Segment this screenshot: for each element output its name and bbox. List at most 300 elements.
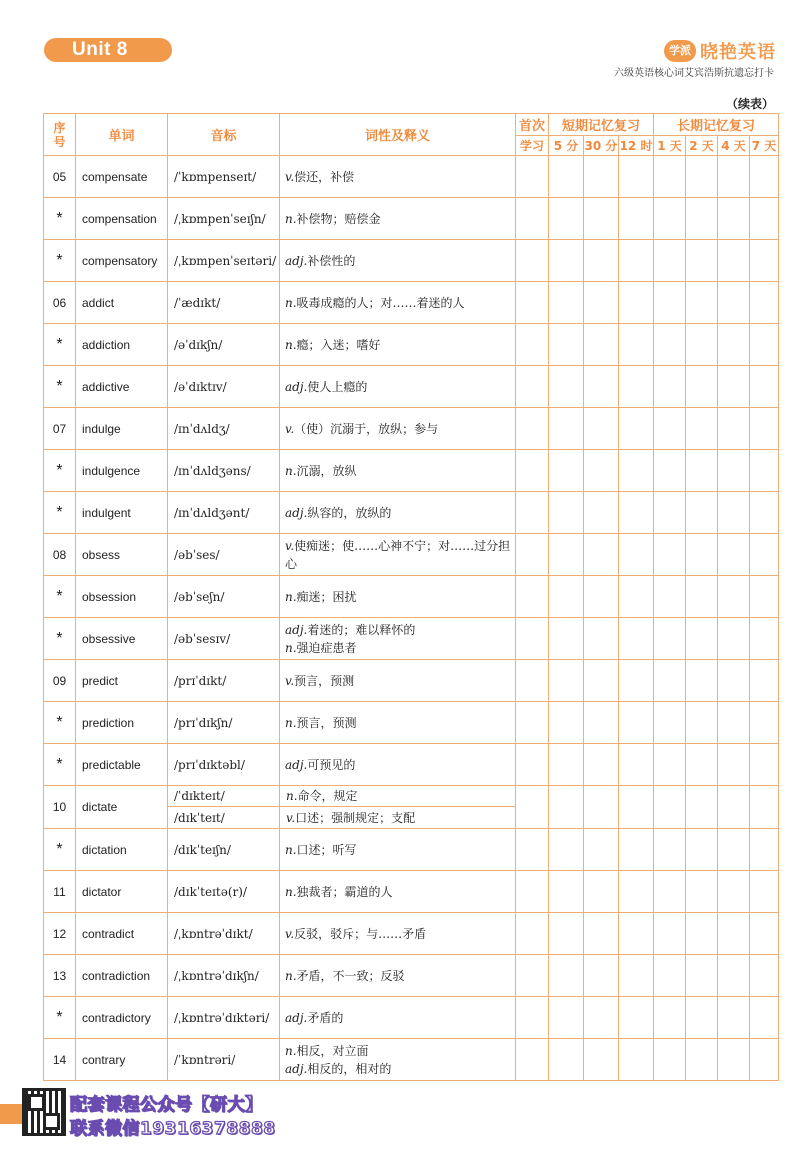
checkbox-cell[interactable] bbox=[654, 997, 686, 1039]
checkbox-cell[interactable] bbox=[516, 955, 549, 997]
checkbox-cell[interactable] bbox=[686, 492, 718, 534]
table-row bbox=[44, 660, 779, 702]
checkbox-cell[interactable] bbox=[619, 282, 654, 324]
table-row bbox=[44, 240, 779, 282]
promo-line-1: 配套课程公众号【研大】 bbox=[70, 1095, 263, 1115]
checkbox-cell[interactable] bbox=[584, 1039, 619, 1081]
checkbox-cell[interactable] bbox=[654, 324, 686, 366]
part-of-speech: n. bbox=[285, 884, 297, 899]
checkbox-cell[interactable] bbox=[750, 786, 779, 829]
checkbox-cell[interactable] bbox=[750, 198, 779, 240]
phonetic-cell: /əbˈseʃn/ bbox=[168, 576, 280, 618]
checkbox-cell[interactable] bbox=[718, 576, 750, 618]
checkbox-cell[interactable] bbox=[718, 829, 750, 871]
checkbox-cell[interactable] bbox=[549, 198, 584, 240]
checkbox-cell[interactable] bbox=[516, 997, 549, 1039]
checkbox-cell[interactable] bbox=[584, 576, 619, 618]
checkbox-cell[interactable] bbox=[619, 660, 654, 702]
checkbox-cell[interactable] bbox=[686, 324, 718, 366]
checkbox-cell[interactable] bbox=[584, 913, 619, 955]
word-definition bbox=[280, 871, 516, 913]
col-header-2d: 2 天 bbox=[686, 136, 718, 156]
checkbox-cell[interactable] bbox=[750, 576, 779, 618]
checkbox-cell[interactable] bbox=[718, 534, 750, 576]
checkbox-cell[interactable] bbox=[654, 913, 686, 955]
checkbox-cell[interactable] bbox=[686, 955, 718, 997]
checkbox-cell[interactable] bbox=[654, 198, 686, 240]
checkbox-cell[interactable] bbox=[516, 1039, 549, 1081]
checkbox-cell[interactable] bbox=[686, 240, 718, 282]
word-definition bbox=[280, 324, 516, 366]
definition-line bbox=[285, 639, 515, 657]
checkbox-cell[interactable] bbox=[718, 786, 750, 829]
checkbox-cell[interactable] bbox=[584, 744, 619, 786]
checkbox-cell[interactable] bbox=[718, 955, 750, 997]
word-definition bbox=[280, 1039, 516, 1081]
part-of-speech: n. bbox=[285, 211, 297, 226]
definition-text: 预言，预测 bbox=[294, 673, 355, 688]
checkbox-cell[interactable] bbox=[619, 576, 654, 618]
checkbox-cell[interactable] bbox=[584, 450, 619, 492]
definition-text: 补偿物；赔偿金 bbox=[296, 211, 381, 226]
checkbox-cell[interactable] bbox=[584, 492, 619, 534]
checkbox-cell[interactable] bbox=[654, 534, 686, 576]
checkbox-cell[interactable] bbox=[619, 955, 654, 997]
definition-line bbox=[285, 756, 515, 774]
phonetic-cell: /ˈkɒntrəri/ bbox=[168, 1039, 280, 1081]
phonetic-variant-1: /ˈdɪkteɪt/ bbox=[168, 786, 279, 807]
checkbox-cell[interactable] bbox=[619, 786, 654, 829]
checkbox-cell[interactable] bbox=[619, 913, 654, 955]
definition-line bbox=[285, 537, 515, 573]
checkbox-cell[interactable] bbox=[686, 156, 718, 198]
checkbox-cell[interactable] bbox=[516, 324, 549, 366]
table-row bbox=[44, 1039, 779, 1081]
checkbox-cell[interactable] bbox=[654, 702, 686, 744]
phonetic-cell: /əˈdɪkʃn/ bbox=[168, 324, 280, 366]
definition-text: 使人上瘾的 bbox=[307, 379, 368, 394]
checkbox-cell[interactable] bbox=[654, 744, 686, 786]
checkbox-cell[interactable] bbox=[718, 450, 750, 492]
checkbox-cell[interactable] bbox=[549, 702, 584, 744]
checkbox-cell[interactable] bbox=[619, 240, 654, 282]
checkbox-cell[interactable] bbox=[549, 618, 584, 660]
col-header-12h: 12 时 bbox=[619, 136, 654, 156]
checkbox-cell[interactable] bbox=[718, 1039, 750, 1081]
row-number: * bbox=[44, 576, 76, 618]
checkbox-cell[interactable] bbox=[584, 955, 619, 997]
checkbox-cell[interactable] bbox=[584, 282, 619, 324]
row-number: * bbox=[44, 829, 76, 871]
brand-name: 晓艳英语 bbox=[700, 42, 776, 63]
checkbox-cell[interactable] bbox=[516, 408, 549, 450]
checkbox-cell[interactable] bbox=[686, 450, 718, 492]
part-of-speech: v. bbox=[286, 810, 296, 825]
checkbox-cell[interactable] bbox=[654, 282, 686, 324]
checkbox-cell[interactable] bbox=[686, 576, 718, 618]
col-header-word: 单词 bbox=[76, 114, 168, 156]
checkbox-cell[interactable] bbox=[516, 492, 549, 534]
checkbox-cell[interactable] bbox=[619, 156, 654, 198]
row-number: 11 bbox=[44, 871, 76, 913]
definition-line bbox=[285, 504, 515, 522]
word-definition bbox=[280, 997, 516, 1039]
definition-line bbox=[285, 967, 515, 985]
checkbox-cell[interactable] bbox=[549, 240, 584, 282]
checkbox-cell[interactable] bbox=[516, 702, 549, 744]
checkbox-cell[interactable] bbox=[584, 534, 619, 576]
col-header-def: 词性及释义 bbox=[280, 114, 516, 156]
checkbox-cell[interactable] bbox=[619, 618, 654, 660]
checkbox-cell[interactable] bbox=[584, 871, 619, 913]
checkbox-cell[interactable] bbox=[686, 744, 718, 786]
checkbox-cell[interactable] bbox=[516, 156, 549, 198]
checkbox-cell[interactable] bbox=[686, 282, 718, 324]
checkbox-cell[interactable] bbox=[549, 282, 584, 324]
checkbox-cell[interactable] bbox=[654, 492, 686, 534]
checkbox-cell[interactable] bbox=[718, 492, 750, 534]
word-cell: contradictory bbox=[76, 997, 168, 1039]
part-of-speech: adj. bbox=[285, 505, 308, 520]
definition-text: 相反，对立面 bbox=[296, 1043, 369, 1058]
checkbox-cell[interactable] bbox=[750, 366, 779, 408]
word-cell: compensate bbox=[76, 156, 168, 198]
table-row bbox=[44, 871, 779, 913]
qr-code-icon[interactable] bbox=[22, 1088, 66, 1136]
checkbox-cell[interactable] bbox=[750, 156, 779, 198]
checkbox-cell[interactable] bbox=[718, 324, 750, 366]
definition-line bbox=[285, 252, 515, 270]
row-number: 05 bbox=[44, 156, 76, 198]
word-definition bbox=[280, 450, 516, 492]
definition-text: （使）沉溺于，放纵；参与 bbox=[294, 421, 439, 436]
checkbox-cell[interactable] bbox=[619, 366, 654, 408]
checkbox-cell[interactable] bbox=[686, 997, 718, 1039]
definition-text: 偿还，补偿 bbox=[294, 169, 355, 184]
checkbox-cell[interactable] bbox=[584, 240, 619, 282]
checkbox-cell[interactable] bbox=[750, 618, 779, 660]
checkbox-cell[interactable] bbox=[654, 618, 686, 660]
checkbox-cell[interactable] bbox=[686, 913, 718, 955]
checkbox-cell[interactable] bbox=[750, 829, 779, 871]
part-of-speech: n. bbox=[285, 842, 297, 857]
checkbox-cell[interactable] bbox=[750, 913, 779, 955]
row-number: 07 bbox=[44, 408, 76, 450]
checkbox-cell[interactable] bbox=[619, 871, 654, 913]
word-definition bbox=[280, 702, 516, 744]
checkbox-cell[interactable] bbox=[549, 829, 584, 871]
part-of-speech: v. bbox=[285, 926, 295, 941]
checkbox-cell[interactable] bbox=[686, 786, 718, 829]
word-definition bbox=[280, 618, 516, 660]
definition-text: 相反的，相对的 bbox=[307, 1061, 392, 1076]
checkbox-cell[interactable] bbox=[619, 492, 654, 534]
table-row bbox=[44, 156, 779, 198]
table-row bbox=[44, 913, 779, 955]
word-cell: indulgent bbox=[76, 492, 168, 534]
checkbox-cell[interactable] bbox=[619, 744, 654, 786]
checkbox-cell[interactable] bbox=[654, 576, 686, 618]
checkbox-cell[interactable] bbox=[584, 829, 619, 871]
checkbox-cell[interactable] bbox=[549, 786, 584, 829]
checkbox-cell[interactable] bbox=[516, 660, 549, 702]
checkbox-cell[interactable] bbox=[619, 829, 654, 871]
checkbox-cell[interactable] bbox=[549, 955, 584, 997]
checkbox-cell[interactable] bbox=[516, 198, 549, 240]
part-of-speech: v. bbox=[285, 169, 295, 184]
word-cell: compensation bbox=[76, 198, 168, 240]
row-number: * bbox=[44, 324, 76, 366]
word-cell: compensatory bbox=[76, 240, 168, 282]
definition-text: 纵容的，放纵的 bbox=[307, 505, 392, 520]
checkbox-cell[interactable] bbox=[718, 871, 750, 913]
row-number: 12 bbox=[44, 913, 76, 955]
word-cell: indulge bbox=[76, 408, 168, 450]
checkbox-cell[interactable] bbox=[619, 408, 654, 450]
checkbox-cell[interactable] bbox=[516, 450, 549, 492]
checkbox-cell[interactable] bbox=[549, 366, 584, 408]
row-number: 14 bbox=[44, 1039, 76, 1081]
checkbox-cell[interactable] bbox=[584, 702, 619, 744]
checkbox-cell[interactable] bbox=[686, 366, 718, 408]
checkbox-cell[interactable] bbox=[584, 408, 619, 450]
checkbox-cell[interactable] bbox=[686, 618, 718, 660]
checkbox-cell[interactable] bbox=[718, 282, 750, 324]
word-definition bbox=[280, 660, 516, 702]
checkbox-cell[interactable] bbox=[619, 1039, 654, 1081]
checkbox-cell[interactable] bbox=[516, 282, 549, 324]
checkbox-cell[interactable] bbox=[584, 324, 619, 366]
definition-line bbox=[285, 883, 515, 901]
checkbox-cell[interactable] bbox=[584, 660, 619, 702]
checkbox-cell[interactable] bbox=[718, 618, 750, 660]
checkbox-cell[interactable] bbox=[619, 450, 654, 492]
checkbox-cell[interactable] bbox=[654, 240, 686, 282]
checkbox-cell[interactable] bbox=[718, 913, 750, 955]
checkbox-cell[interactable] bbox=[549, 660, 584, 702]
definition-text: 痴迷；困扰 bbox=[296, 589, 357, 604]
col-header-4d: 4 天 bbox=[718, 136, 750, 156]
checkbox-cell[interactable] bbox=[686, 829, 718, 871]
checkbox-cell[interactable] bbox=[718, 198, 750, 240]
table-row bbox=[44, 366, 779, 408]
row-number: 09 bbox=[44, 660, 76, 702]
promo-banner bbox=[0, 1088, 320, 1140]
part-of-speech: v. bbox=[285, 673, 295, 688]
checkbox-cell[interactable] bbox=[686, 871, 718, 913]
definition-text: 口述；听写 bbox=[296, 842, 357, 857]
checkbox-cell[interactable] bbox=[750, 408, 779, 450]
checkbox-cell[interactable] bbox=[750, 240, 779, 282]
table-row bbox=[44, 702, 779, 744]
checkbox-cell[interactable] bbox=[750, 997, 779, 1039]
word-cell: contradict bbox=[76, 913, 168, 955]
checkbox-cell[interactable] bbox=[549, 1039, 584, 1081]
col-header-first: 首次 bbox=[516, 114, 549, 136]
phonetic-cell: /dɪkˈteɪʃn/ bbox=[168, 829, 280, 871]
checkbox-cell[interactable] bbox=[549, 534, 584, 576]
checkbox-cell[interactable] bbox=[516, 534, 549, 576]
checkbox-cell[interactable] bbox=[549, 744, 584, 786]
checkbox-cell[interactable] bbox=[516, 744, 549, 786]
checkbox-cell[interactable] bbox=[516, 913, 549, 955]
word-cell: obsessive bbox=[76, 618, 168, 660]
checkbox-cell[interactable] bbox=[718, 997, 750, 1039]
checkbox-cell[interactable] bbox=[549, 913, 584, 955]
checkbox-cell[interactable] bbox=[654, 366, 686, 408]
checkbox-cell[interactable] bbox=[750, 324, 779, 366]
definition-text: 着迷的；难以释怀的 bbox=[307, 622, 416, 637]
checkbox-cell[interactable] bbox=[686, 408, 718, 450]
word-definition bbox=[280, 955, 516, 997]
checkbox-cell[interactable] bbox=[584, 156, 619, 198]
checkbox-cell[interactable] bbox=[686, 198, 718, 240]
checkbox-cell[interactable] bbox=[549, 450, 584, 492]
checkbox-cell[interactable] bbox=[654, 450, 686, 492]
checkbox-cell[interactable] bbox=[516, 576, 549, 618]
checkbox-cell[interactable] bbox=[619, 997, 654, 1039]
definition-text: 使痴迷；使……心神不宁；对……过分担心 bbox=[285, 538, 511, 571]
checkbox-cell[interactable] bbox=[516, 829, 549, 871]
checkbox-cell[interactable] bbox=[584, 198, 619, 240]
checkbox-cell[interactable] bbox=[718, 702, 750, 744]
checkbox-cell[interactable] bbox=[750, 660, 779, 702]
phonetic-cell: /əbˈses/ bbox=[168, 534, 280, 576]
checkbox-cell[interactable] bbox=[584, 618, 619, 660]
definition-line bbox=[285, 1009, 515, 1027]
checkbox-cell[interactable] bbox=[584, 997, 619, 1039]
checkbox-cell[interactable] bbox=[549, 156, 584, 198]
checkbox-cell[interactable] bbox=[750, 492, 779, 534]
checkbox-cell[interactable] bbox=[654, 955, 686, 997]
checkbox-cell[interactable] bbox=[619, 324, 654, 366]
row-number: * bbox=[44, 492, 76, 534]
continued-label: （续表） bbox=[725, 97, 774, 111]
checkbox-cell[interactable] bbox=[549, 871, 584, 913]
definition-text: 预言，预测 bbox=[296, 715, 357, 730]
definition-line bbox=[280, 807, 515, 828]
checkbox-cell[interactable] bbox=[516, 618, 549, 660]
checkbox-cell[interactable] bbox=[750, 702, 779, 744]
checkbox-cell[interactable] bbox=[654, 829, 686, 871]
col-header-num: 序号 bbox=[44, 114, 76, 156]
col-header-short: 短期记忆复习 bbox=[549, 114, 654, 136]
definition-line bbox=[285, 420, 515, 438]
phonetic-cell: /ˌkɒmpenˈseɪtəri/ bbox=[168, 240, 280, 282]
checkbox-cell[interactable] bbox=[718, 660, 750, 702]
col-header-first-sub: 学习 bbox=[516, 136, 549, 156]
checkbox-cell[interactable] bbox=[549, 324, 584, 366]
part-of-speech: n. bbox=[285, 715, 297, 730]
phonetic-cell: /prɪˈdɪkt/ bbox=[168, 660, 280, 702]
phonetic-cell: /ˌkɒntrəˈdɪkt/ bbox=[168, 913, 280, 955]
checkbox-cell[interactable] bbox=[750, 534, 779, 576]
word-definition bbox=[280, 366, 516, 408]
checkbox-cell[interactable] bbox=[549, 492, 584, 534]
row-number: 06 bbox=[44, 282, 76, 324]
definition-line bbox=[285, 1042, 515, 1060]
checkbox-cell[interactable] bbox=[718, 744, 750, 786]
definition-text: 命令，规定 bbox=[297, 789, 358, 803]
word-cell: prediction bbox=[76, 702, 168, 744]
checkbox-cell[interactable] bbox=[654, 408, 686, 450]
table-row bbox=[44, 786, 779, 829]
checkbox-cell[interactable] bbox=[654, 1039, 686, 1081]
checkbox-cell[interactable] bbox=[686, 702, 718, 744]
checkbox-cell[interactable] bbox=[750, 744, 779, 786]
checkbox-cell[interactable] bbox=[686, 534, 718, 576]
part-of-speech: n. bbox=[285, 463, 297, 478]
col-header-ipa: 音标 bbox=[168, 114, 280, 156]
definition-line bbox=[285, 168, 515, 186]
word-definition bbox=[280, 408, 516, 450]
checkbox-cell[interactable] bbox=[549, 576, 584, 618]
checkbox-cell[interactable] bbox=[750, 871, 779, 913]
word-cell: addict bbox=[76, 282, 168, 324]
phonetic-cell: /dɪkˈteɪtə(r)/ bbox=[168, 871, 280, 913]
checkbox-cell[interactable] bbox=[619, 198, 654, 240]
part-of-speech: adj. bbox=[285, 1061, 308, 1076]
col-header-7d: 7 天 bbox=[750, 136, 779, 156]
book-subtitle: 六级英语核心词艾宾浩斯抗遗忘打卡 bbox=[614, 68, 774, 79]
checkbox-cell[interactable] bbox=[516, 240, 549, 282]
phonetic-cell: /prɪˈdɪktəbl/ bbox=[168, 744, 280, 786]
checkbox-cell[interactable] bbox=[750, 955, 779, 997]
word-definition bbox=[280, 576, 516, 618]
table-row bbox=[44, 408, 779, 450]
checkbox-cell[interactable] bbox=[718, 156, 750, 198]
word-definition bbox=[280, 829, 516, 871]
table-row bbox=[44, 324, 779, 366]
row-number: * bbox=[44, 618, 76, 660]
phonetic-cell: /ˌkɒntrəˈdɪktəri/ bbox=[168, 997, 280, 1039]
phonetic-cell: /prɪˈdɪkʃn/ bbox=[168, 702, 280, 744]
checkbox-cell[interactable] bbox=[516, 366, 549, 408]
checkbox-cell[interactable] bbox=[718, 408, 750, 450]
part-of-speech: adj. bbox=[285, 622, 308, 637]
checkbox-cell[interactable] bbox=[718, 240, 750, 282]
word-definition bbox=[280, 240, 516, 282]
checkbox-cell[interactable] bbox=[549, 408, 584, 450]
row-number: * bbox=[44, 198, 76, 240]
checkbox-cell[interactable] bbox=[516, 786, 549, 829]
definition-line bbox=[285, 1060, 515, 1078]
checkbox-cell[interactable] bbox=[686, 660, 718, 702]
checkbox-cell[interactable] bbox=[584, 366, 619, 408]
table-row bbox=[44, 492, 779, 534]
word-cell: obsess bbox=[76, 534, 168, 576]
part-of-speech: n. bbox=[285, 968, 297, 983]
row-number: * bbox=[44, 744, 76, 786]
phonetic-cell: /ˌkɒntrəˈdɪkʃn/ bbox=[168, 955, 280, 997]
checkbox-cell[interactable] bbox=[654, 660, 686, 702]
checkbox-cell[interactable] bbox=[654, 786, 686, 829]
checkbox-cell[interactable] bbox=[718, 366, 750, 408]
checkbox-cell[interactable] bbox=[619, 534, 654, 576]
part-of-speech: n. bbox=[285, 589, 297, 604]
checkbox-cell[interactable] bbox=[654, 871, 686, 913]
phonetic-cell: /ɪnˈdʌldʒənt/ bbox=[168, 492, 280, 534]
checkbox-cell[interactable] bbox=[750, 1039, 779, 1081]
checkbox-cell[interactable] bbox=[549, 997, 584, 1039]
checkbox-cell[interactable] bbox=[584, 786, 619, 829]
checkbox-cell[interactable] bbox=[619, 702, 654, 744]
checkbox-cell[interactable] bbox=[750, 282, 779, 324]
checkbox-cell[interactable] bbox=[750, 450, 779, 492]
checkbox-cell[interactable] bbox=[516, 871, 549, 913]
checkbox-cell[interactable] bbox=[654, 156, 686, 198]
checkbox-cell[interactable] bbox=[686, 1039, 718, 1081]
